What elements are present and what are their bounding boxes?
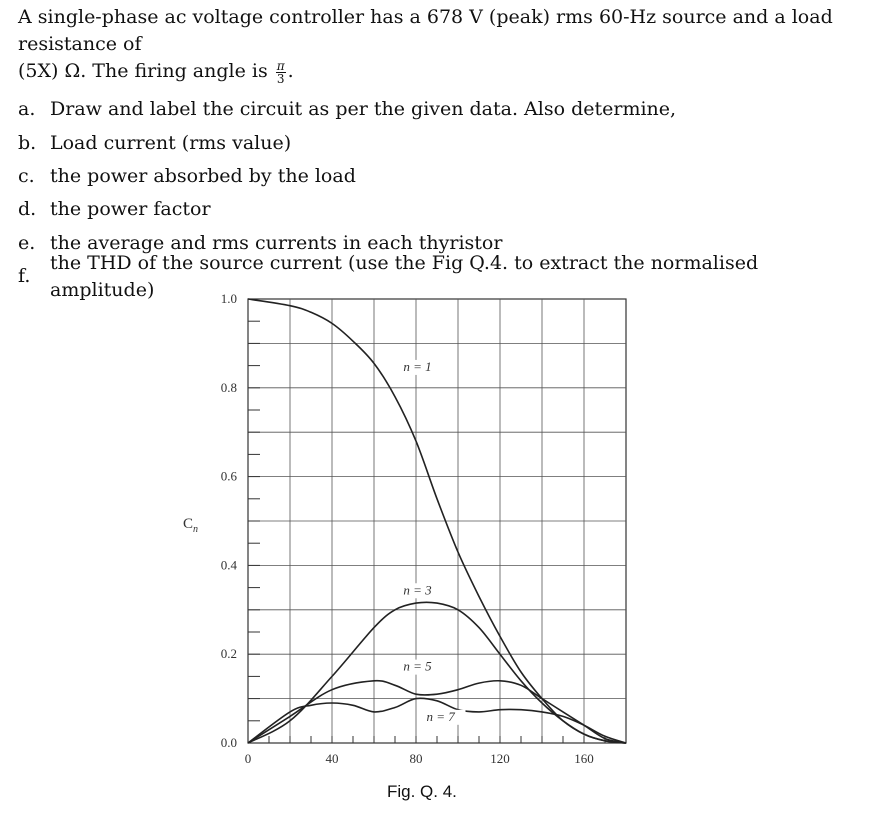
figure-caption: Fig. Q. 4. xyxy=(387,782,457,801)
part-letter: b. xyxy=(18,131,37,154)
curve-label-n5: n = 5 xyxy=(403,658,432,674)
y-axis-label xyxy=(183,516,198,535)
y-tick-label: 0.8 xyxy=(220,379,237,395)
part-letter: d. xyxy=(18,198,37,221)
fraction-denominator: 3 xyxy=(276,71,285,86)
y-tick-label: 0.6 xyxy=(220,468,237,484)
curve-label-n1: n = 1 xyxy=(403,358,432,374)
x-tick-label: 40 xyxy=(325,751,339,766)
part-letter: f. xyxy=(18,265,31,288)
curve-label-n7: n = 7 xyxy=(426,708,455,724)
intro-line-1: A single-phase ac voltage controller has a 678 V (peak) rms 60-Hz source and a load resistance of xyxy=(18,6,833,55)
y-axis-label-n: n xyxy=(193,524,199,535)
y-axis-label-c: C xyxy=(183,516,194,532)
chart-labels xyxy=(400,359,465,725)
x-tick-label: 160 xyxy=(574,751,594,766)
fraction-numerator: π xyxy=(276,58,285,73)
part-text: Draw and label the circuit as per the given data. Also determine, xyxy=(50,98,677,121)
part-text: the THD of the source current (use the Fig Q.4. to extract the normalised amplitude) xyxy=(50,251,759,301)
intro-line-2-suffix: . xyxy=(287,60,294,82)
part-text: the power absorbed by the load xyxy=(50,164,356,187)
x-tick-label: 80 xyxy=(409,751,423,766)
part-letter: a. xyxy=(18,98,36,121)
part-letter: e. xyxy=(18,231,36,254)
part-text: Load current (rms value) xyxy=(50,131,292,154)
intro-line-2-prefix: (5X) Ω. The firing angle is xyxy=(18,60,268,82)
curve-label-n3: n = 3 xyxy=(403,582,432,598)
x-tick-label: 0 xyxy=(244,751,252,766)
y-tick-label: 1.0 xyxy=(220,291,237,306)
part-letter: c. xyxy=(18,164,35,187)
part-text: the average and rms currents in each thyristor xyxy=(50,231,503,254)
y-tick-label: 0.4 xyxy=(220,557,237,573)
y-tick-label: 0.2 xyxy=(220,646,237,662)
y-tick-label: 0.0 xyxy=(220,735,237,750)
part-text: the power factor xyxy=(50,198,211,221)
x-tick-label: 120 xyxy=(490,751,510,766)
